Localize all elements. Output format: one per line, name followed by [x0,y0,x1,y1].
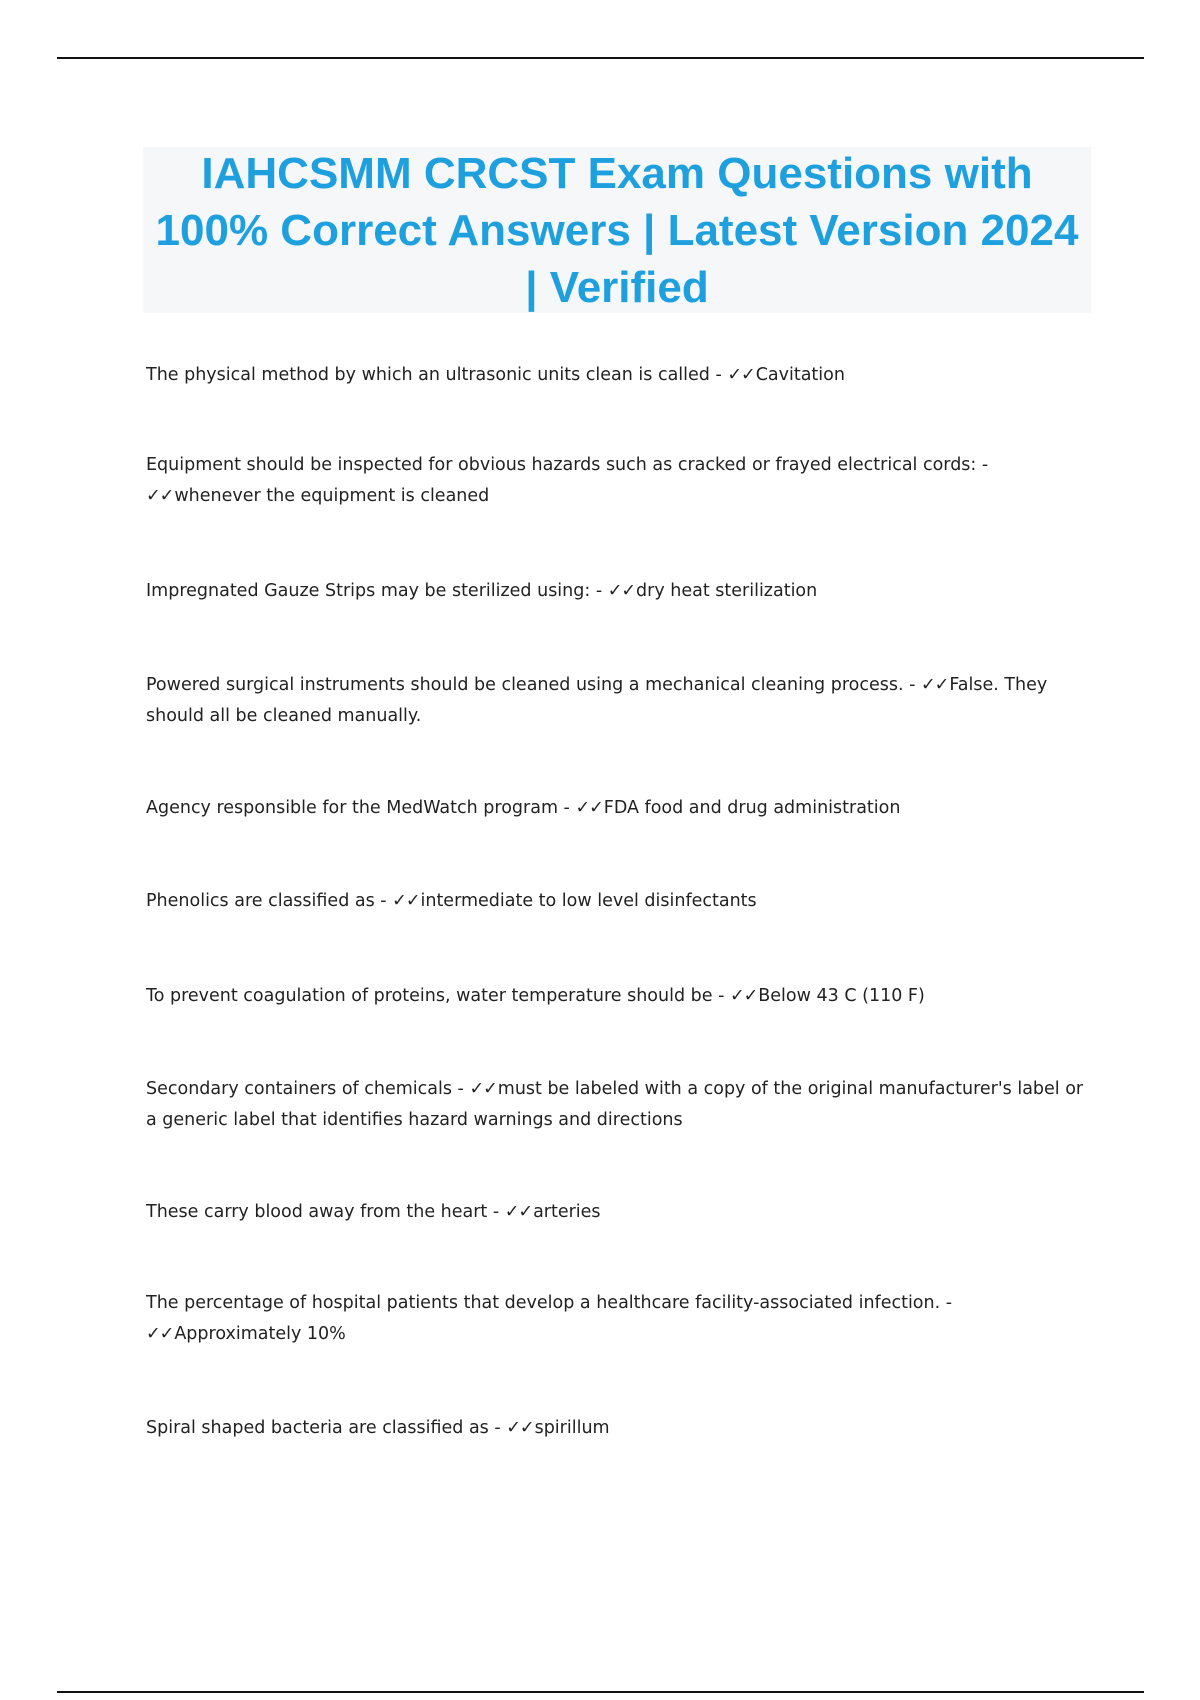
answer-text: Approximately 10% [174,1324,346,1344]
question-text: Spiral shaped bacteria are classified as - [146,1418,507,1438]
footer-rule [57,1691,1144,1693]
answer-text: arteries [533,1202,601,1222]
double-check-icon: ✓✓ [607,581,636,601]
double-check-icon: ✓✓ [506,1418,534,1438]
answer-text: must be labeled with a copy of the original manufacturer's label or a generic label that identifies hazard warnings and directions [146,1079,1084,1130]
title-banner [143,147,1091,313]
qa-item [146,670,1086,732]
question-text: Equipment should be inspected for obvious hazards such as cracked or frayed electrical cords: - [146,455,989,475]
question-text: Phenolics are classified as - [146,891,393,911]
question-text: Impregnated Gauze Strips may be sterilized using: - [146,581,608,601]
question-text: The percentage of hospital patients that develop a healthcare facility-associated infection. - [146,1293,953,1313]
answer-text: dry heat sterilization [636,581,818,601]
header-rule [57,57,1144,59]
qa-item [146,450,1086,512]
double-check-icon: ✓✓ [504,1202,533,1222]
question-text: To prevent coagulation of proteins, water temperature should be - [146,986,730,1006]
qa-item [146,886,1086,917]
double-check-icon: ✓✓ [146,486,174,506]
answer-text: Below 43 C (110 F) [758,986,925,1006]
qa-item [146,1413,1086,1444]
answer-text: spirillum [534,1418,610,1438]
double-check-icon: ✓✓ [575,798,603,818]
double-check-icon: ✓✓ [392,891,420,911]
question-text: The physical method by which an ultrasonic units clean is called - [146,365,728,385]
double-check-icon: ✓✓ [469,1079,497,1099]
answer-text: FDA food and drug administration [603,798,901,818]
qa-item [146,360,1086,391]
answer-text: Cavitation [755,365,845,385]
qa-item [146,981,1086,1012]
double-check-icon: ✓✓ [146,1324,174,1344]
question-text: Agency responsible for the MedWatch program - [146,798,576,818]
double-check-icon: ✓✓ [727,365,755,385]
qa-item [146,1074,1086,1136]
qa-item [146,1288,1086,1350]
question-text: These carry blood away from the heart - [146,1202,505,1222]
document-title: IAHCSMM CRCST Exam Questions with 100% Correct Answers | Latest Version 2024 | Verified [155,148,1079,312]
qa-item [146,793,1086,824]
double-check-icon: ✓✓ [920,675,949,695]
question-text: Secondary containers of chemicals - [146,1079,470,1099]
answer-text: intermediate to low level disinfectants [420,891,757,911]
qa-item [146,1197,1086,1228]
answer-text: whenever the equipment is cleaned [174,486,490,506]
question-text: Powered surgical instruments should be cleaned using a mechanical cleaning process. - [146,675,921,695]
answer-text: False. They should all be cleaned manually. [146,675,1048,726]
double-check-icon: ✓✓ [729,986,758,1006]
qa-item [146,576,1086,607]
